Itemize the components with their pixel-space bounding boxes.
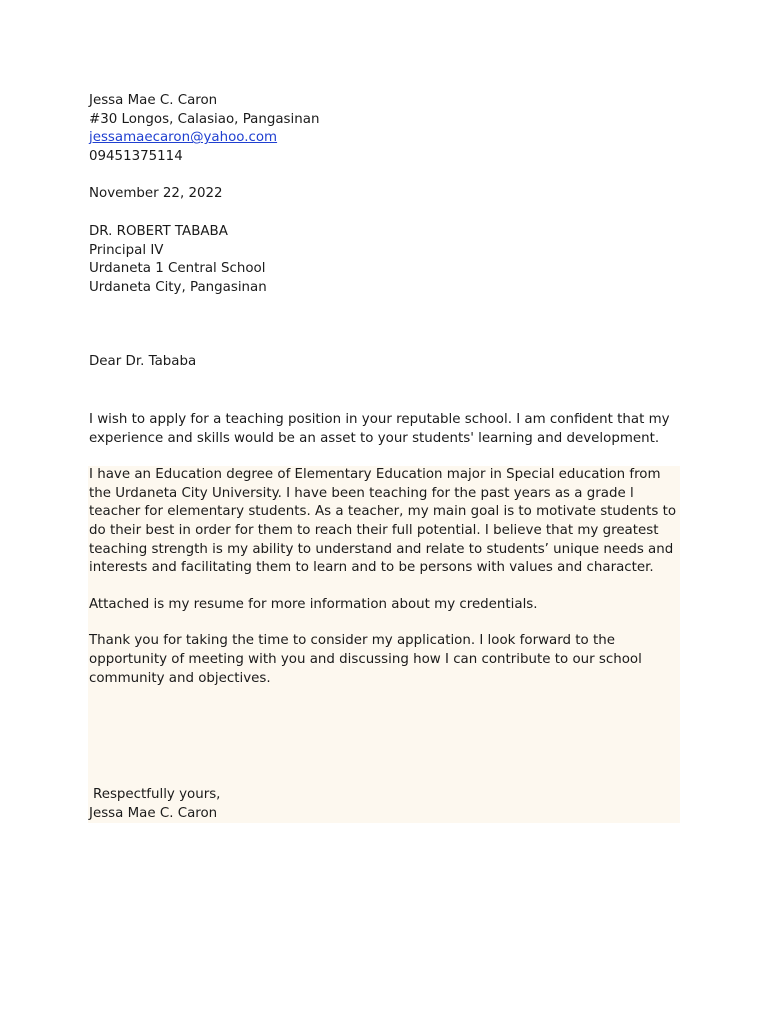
letter-body <box>89 411 679 688</box>
recipient-school: Urdaneta 1 Central School <box>89 261 266 277</box>
body-paragraph-thanks: Thank you for taking the time to consider my application. I look forward to the opportunity of meeting with you and discussing how I can contribute to our school community and objectives. <box>89 633 642 686</box>
letter-date: November 22, 2022 <box>89 186 223 202</box>
signature-name: Jessa Mae C. Caron <box>89 805 218 821</box>
recipient-block <box>89 223 689 297</box>
recipient-title: Principal IV <box>89 242 164 258</box>
body-paragraph-qualifications: I have an Education degree of Elementary Education major in Special education from the Urdaneta City University. I have been teaching for the past years as a grade l teacher for elementary students. As a teacher, my main goal is to motivate students to do their best in order for them to reach their full potential. I believe that my greatest teaching strength is my ability to understand and relate to students’ unique needs and interests and facilitating them to learn and to be persons with values and character. <box>89 467 677 576</box>
body-paragraph-attachment: Attached is my resume for more information about my credentials. <box>89 596 538 612</box>
sender-phone: 09451375114 <box>89 148 183 164</box>
letter-header <box>89 92 689 372</box>
recipient-city: Urdaneta City, Pangasinan <box>89 279 267 295</box>
sender-name: Jessa Mae C. Caron <box>89 93 218 108</box>
sender-email-link[interactable]: jessamaecaron@yahoo.com <box>89 130 278 146</box>
body-paragraph-intro: I wish to apply for a teaching position in your reputable school. I am confident that my experience and skills would be an asset to your students' learning and development. <box>89 412 670 446</box>
recipient-name: DR. ROBERT TABABA <box>89 223 228 239</box>
salutation: Dear Dr. Tababa <box>89 354 197 370</box>
sender-block <box>89 92 689 166</box>
sender-address: #30 Longos, Calasiao, Pangasinan <box>89 111 320 127</box>
letter-closing <box>89 786 220 823</box>
valediction: Respectfully yours, <box>93 787 221 802</box>
